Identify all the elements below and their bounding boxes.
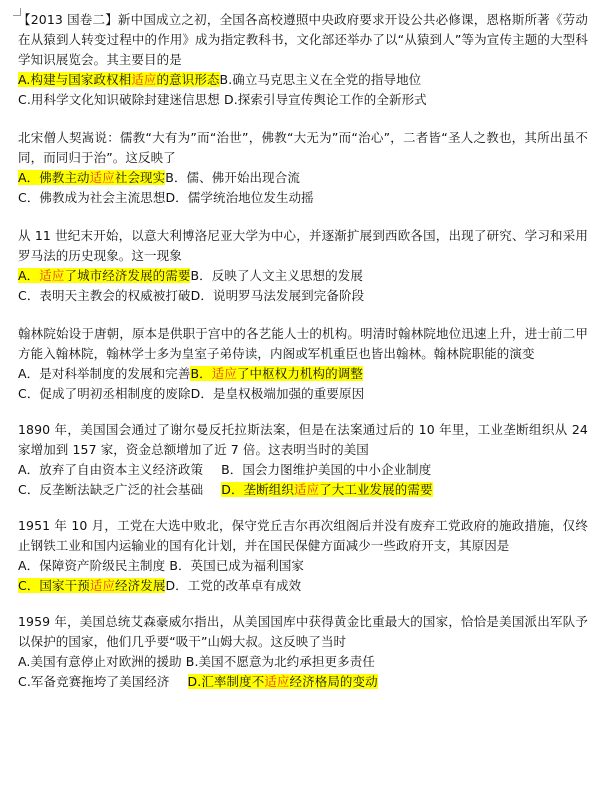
question-6-option-a: A．保障资产阶级民主制度 (18, 558, 166, 573)
question-2-options-cd (18, 188, 588, 208)
keyword-adapt: 适应 (264, 674, 290, 689)
question-3-option-b: B．反映了人文主义思想的发展 (190, 268, 363, 283)
question-6-answer-c: C．国家干预适应经济发展 (18, 578, 166, 593)
spacer (18, 110, 588, 128)
question-2-option-c: C．佛教成为社会主流思想 (18, 190, 166, 205)
question-4-options-ab (18, 364, 588, 384)
question-6-options-cd (18, 576, 588, 596)
keyword-adapt: 适应 (39, 268, 65, 283)
spacer (18, 500, 588, 516)
question-5-option-b: B．国会力图维护美国的中小企业制度 (221, 462, 432, 477)
question-2-option-d: D．儒学统治地位发生动摇 (165, 190, 314, 205)
question-1-option-d: D.探索引导宣传舆论工作的全新形式 (223, 92, 427, 107)
question-4-option-c: C．促成了明初丞相制度的废除 (18, 386, 191, 401)
question-1-answer-a: A.构建与国家政权相适应的意识形态 (18, 72, 220, 87)
question-5-option-c: C．反垄断法缺乏广泛的社会基础 (18, 482, 204, 497)
question-5-option-a: A．放弃了自由资本主义经济政策 (18, 462, 204, 477)
question-4-stem: 翰林院始设于唐朝，原本是供职于宫中的各艺能人士的机构。明清时翰林院地位迅速上升，进士前二甲方能入翰林院，翰林学士多为皇室子弟侍读，内阁或军机重臣也皆出翰林。翰林院职能的演变 (18, 326, 588, 361)
question-6-options-ab (18, 556, 588, 576)
question-6-option-b: B．英国已成为福利国家 (169, 558, 305, 573)
question-5 (18, 420, 588, 500)
question-2-option-b: B．儒、佛开始出现合流 (165, 170, 300, 185)
question-2-answer-a: A．佛教主动适应社会现实 (18, 170, 166, 185)
spacer (18, 306, 588, 324)
keyword-adapt: 适应 (211, 366, 237, 381)
question-3-options-cd (18, 286, 588, 306)
question-4 (18, 324, 588, 404)
question-7-answer-d: D.汇率制度不适应经济格局的变动 (187, 674, 378, 689)
question-3 (18, 226, 588, 306)
question-7-option-b: B.美国不愿意为北约承担更多责任 (185, 654, 375, 669)
question-4-option-a: A．是对科举制度的发展和完善 (18, 366, 191, 381)
question-1-options-ab (18, 70, 588, 90)
question-7-stem: 1959 年，美国总统艾森豪威尔指出，从美国国库中获得黄金比重最大的国家，恰恰是美国派出军队予以保护的国家，他们几乎要“吸干”山姆大叔。这反映了当时 (18, 614, 588, 649)
question-3-options-ab (18, 266, 588, 286)
question-1-stem: 【2013 国卷二】新中国成立之初，全国各高校遵照中央政府要求开设公共必修课，恩格斯所著《劳动在从猿到人转变过程中的作用》成为指定教科书，文化部还举办了以“从猿到人”等为宣传主题的大型科学知识展览会。其主要目的是 (18, 12, 588, 67)
keyword-adapt: 适应 (89, 578, 116, 593)
question-7-option-c: C.军备竞赛拖垮了美国经济 (18, 674, 170, 689)
question-4-answer-b: B．适应了中枢权力机构的调整 (190, 366, 363, 381)
keyword-adapt: 适应 (131, 72, 157, 87)
keyword-adapt: 适应 (89, 170, 115, 185)
question-1-options-cd (18, 90, 588, 110)
question-3-option-d: D．说明罗马法发展到完备阶段 (190, 288, 365, 303)
spacer (18, 208, 588, 226)
spacer (18, 596, 588, 612)
question-7-options-ab (18, 652, 588, 672)
question-2 (18, 128, 588, 208)
question-4-option-d: D．是皇权极端加强的重要原因 (190, 386, 365, 401)
question-5-options-ab (18, 460, 588, 480)
question-2-options-ab (18, 168, 588, 188)
question-3-stem: 从 11 世纪末开始，以意大利博洛尼亚大学为中心，并逐渐扩展到西欧各国，出现了研究、学习和采用罗马法的历史现象。这一现象 (18, 228, 588, 263)
question-5-stem: 1890 年，美国国会通过了谢尔曼反托拉斯法案，但是在法案通过后的 10 年里，工业垄断组织从 24 家增加到 157 家，资金总额增加了近 7 倍。这表明当时的美国 (18, 422, 588, 457)
question-3-answer-a: A．适应了城市经济发展的需要 (18, 268, 191, 283)
question-6-stem: 1951 年 10 月，工党在大选中败北，保守党丘吉尔再次组阁后并没有废弃工党政府的施政措施，仅终止钢铁工业和国内运输业的国有化计划，并在国民保健方面减少一些政府开支，其原因是 (18, 518, 588, 553)
question-5-options-cd (18, 480, 588, 500)
question-6 (18, 516, 588, 596)
question-4-options-cd (18, 384, 588, 404)
question-7 (18, 612, 588, 692)
keyword-adapt: 适应 (293, 482, 320, 497)
document-page (18, 10, 588, 692)
question-1 (18, 10, 588, 110)
question-7-options-cd (18, 672, 588, 692)
question-1-option-b: B.确立马克思主义在全党的指导地位 (219, 72, 422, 87)
question-3-option-c: C．表明天主教会的权威被打破 (18, 288, 191, 303)
question-7-option-a: A.美国有意停止对欧洲的援助 (18, 654, 182, 669)
question-1-option-c: C.用科学文化知识破除封建迷信思想 (18, 92, 220, 107)
question-6-option-d: D．工党的改革卓有成效 (165, 578, 302, 593)
question-2-stem: 北宋僧人契嵩说：儒教“大有为”而“治世”，佛教“大无为”而“治心”，二者皆“圣人之教也，其所出虽不同，而同归于治”。这反映了 (18, 130, 588, 165)
spacer (18, 404, 588, 420)
question-5-answer-d: D．垄断组织适应了大工业发展的需要 (221, 482, 433, 497)
